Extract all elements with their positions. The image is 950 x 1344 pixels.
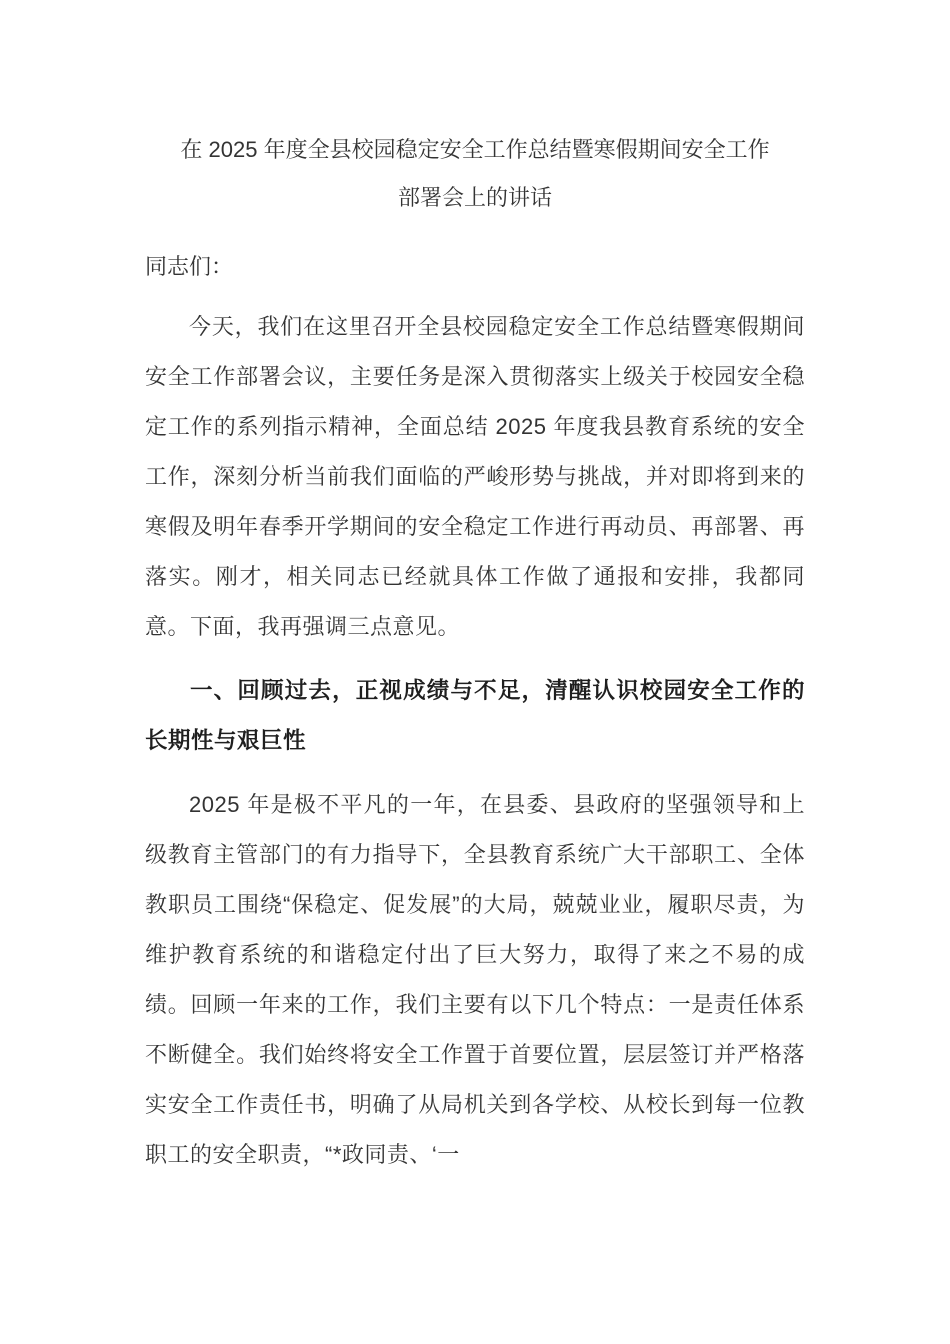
paragraph-intro: 今天，我们在这里召开全县校园稳定安全工作总结暨寒假期间安全工作部署会议，主要任务是深入贯彻落实上级关于校园安全稳定工作的系列指示精神，全面总结 2025 年度我县教育系统的安全工作，深刻分析当前我们面临的严峻形势与挑战，并对即将到来的寒假及明年春季开学期间的安全稳定工作进行再动员、再部署、再落实。刚才，相关同志已经就具体工作做了通报和安排，我都同意。下面，我再强调三点意见。 [145,314,805,639]
document-title-line-2: 部署会上的讲话 [397,185,552,210]
salutation: 同志们： [145,254,234,279]
document-title [145,126,805,222]
paragraph-section1-body: 2025 年是极不平凡的一年，在县委、县政府的坚强领导和上级教育主管部门的有力指导下，全县教育系统广大干部职工、全体教职员工围绕“保稳定、促发展”的大局，兢兢业业，履职尽责，为维护教育系统的和谐稳定付出了巨大努力，取得了来之不易的成绩。回顾一年来的工作，我们主要有以下几个特点：一是责任体系不断健全。我们始终将安全工作置于首要位置，层层签订并严格落实安全工作责任书，明确了从局机关到各学校、从校长到每一位教职工的安全职责，“*政同责、‘一 [145,792,805,1167]
section-heading-1: 一、回顾过去，正视成绩与不足，清醒认识校园安全工作的长期性与艰巨性 [145,678,805,753]
document-title-line-1: 在 2025 年度全县校园稳定安全工作总结暨寒假期间安全工作 [180,137,770,162]
